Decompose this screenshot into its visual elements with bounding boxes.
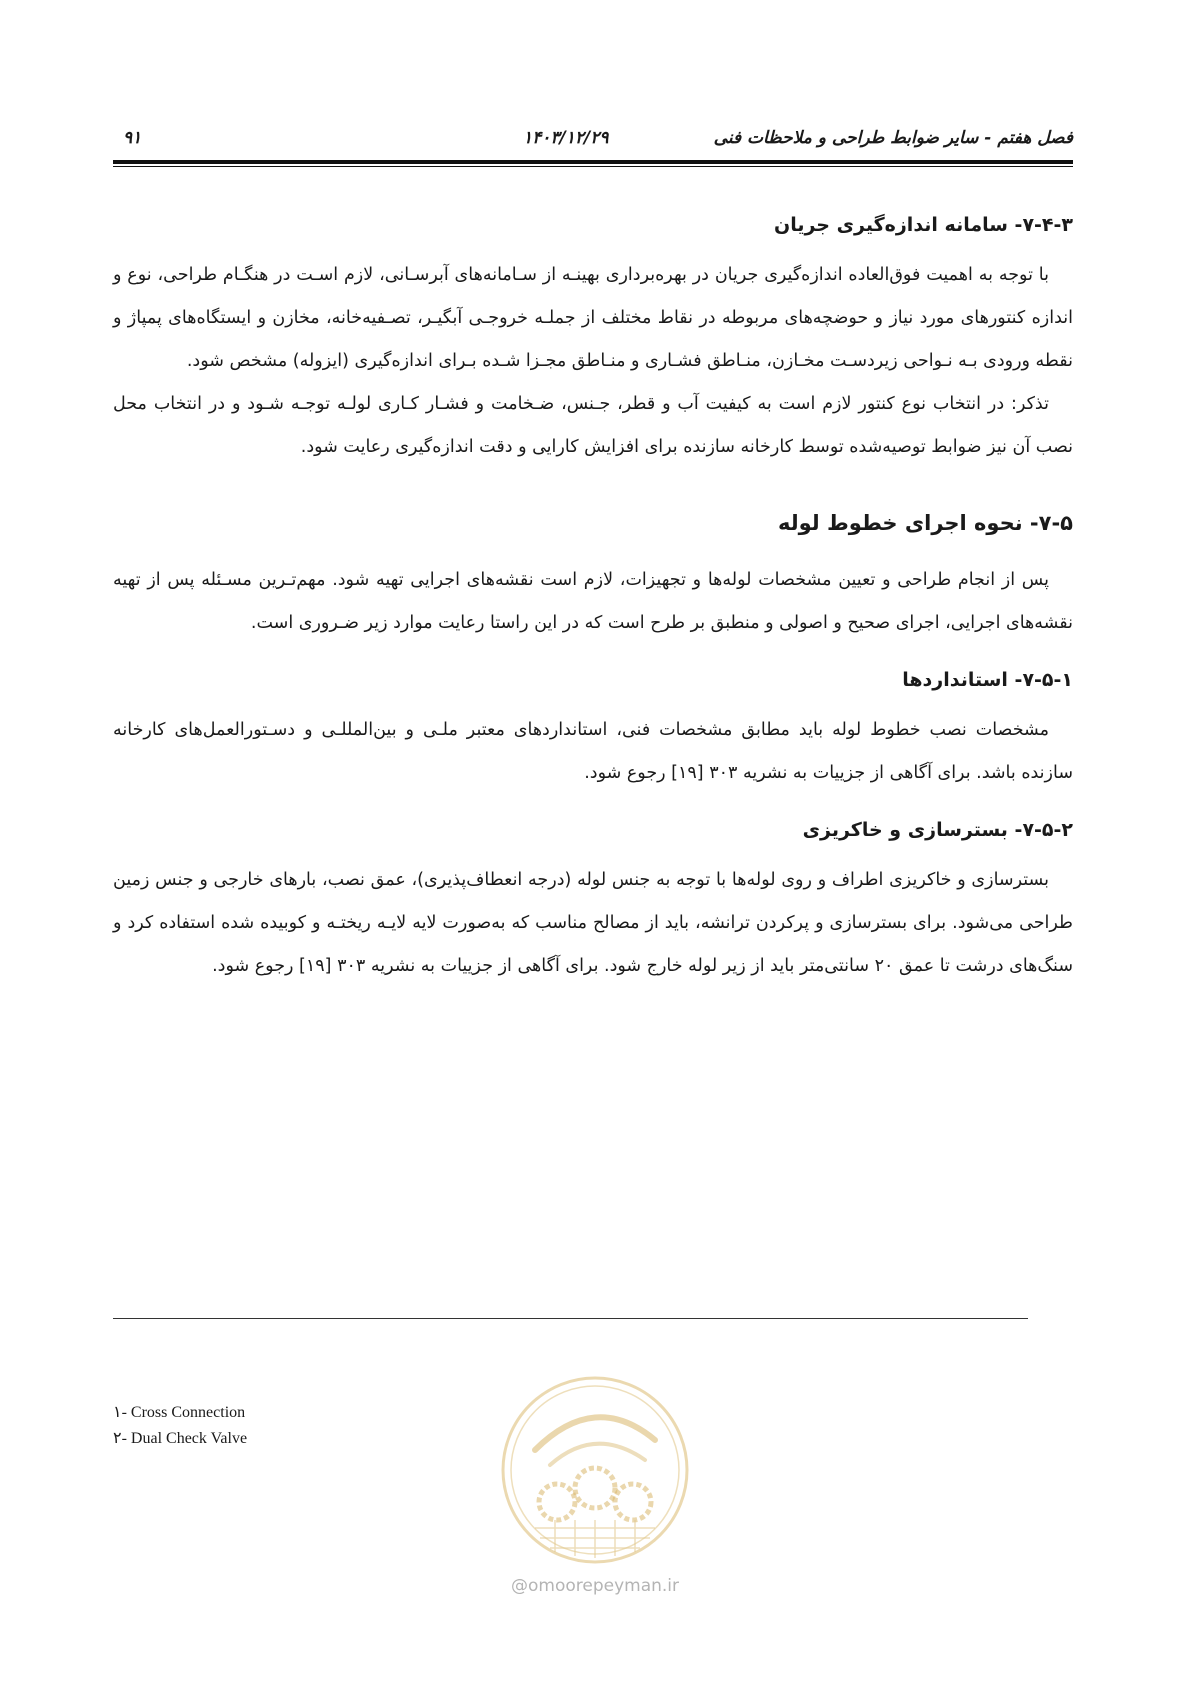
footnote-1: ۱- Cross Connection (113, 1404, 246, 1421)
footnote-rule (113, 1318, 1028, 1319)
header-rule-thick (113, 160, 1073, 164)
paragraph: پس از انجام طراحی و تعیین مشخصات لوله‌ها و تجهیزات، لازم است نقشه‌های اجرایی تهیه شود. مهم‌تـرین مسـئله پس از تهیه نقشه‌های اجرایی، اجرای صحیح و اصولی و منطبق بر طرح است که در این راستا رعایت موارد زیر ضـروری است. (113, 570, 1073, 633)
page-number: ۹۱ (123, 128, 142, 148)
page-body (113, 210, 1073, 988)
chapter-title: فصل هفتم - سایر ضوابط طراحی و ملاحظات فنی (713, 128, 1073, 148)
footnote-2: ۲- Dual Check Valve (113, 1430, 248, 1447)
footnotes (113, 1400, 413, 1452)
watermark-logo (495, 1370, 695, 1570)
header-rule-thin (113, 166, 1073, 167)
note-paragraph: تذکر: در انتخاب نوع کنتور لازم است به کیفیت آب و قطر، جـنس، ضـخامت و فشـار کـاری لولـه توجـه شـود و در انتخاب محل نصب آن نیز ضوابط توصیه‌شده توسط کارخانه سازنده برای افزایش کارایی و دقت اندازه‌گیری رعایت شود. (113, 394, 1073, 457)
section-heading-7-4-3: ۷-۴-۳- سامانه اندازه‌گیری جریان (774, 214, 1073, 236)
section-heading-7-5-1: ۷-۵-۱- استانداردها (902, 669, 1073, 691)
section-heading-7-5: ۷-۵- نحوه اجرای خطوط لوله (778, 511, 1073, 535)
paragraph: مشخصات نصب خطوط لوله باید مطابق مشخصات فنی، استانداردهای معتبر ملـی و بین‌المللـی و دسـتورالعمل‌های کارخانه سازنده باشد. برای آگاهی از جزییات به نشریه ۳۰۳ [۱۹] رجوع شود. (113, 720, 1073, 783)
paragraph: بسترسازی و خاکریزی اطراف و روی لوله‌ها با توجه به جنس لوله (درجه انعطاف‌پذیری)، عمق نصب، بارهای خارجی و جنس زمین طراحی می‌شود. برای بسترسازی و پرکردن ترانشه، باید از مصالح مناسب که به‌صورت لایه لایـه ریختـه و کوبیده شده استفاده کرد و سنگ‌های درشت تا عمق ۲۰ سانتی‌متر باید از زیر لوله خارج شود. برای آگاهی از جزییات به نشریه ۳۰۳ [۱۹] رجوع شود. (113, 870, 1073, 976)
paragraph: با توجه به اهمیت فوق‌العاده اندازه‌گیری جریان در بهره‌برداری بهینـه از سـامانه‌های آبرسـانی، لازم اسـت در هنگـام طراحی، نوع و اندازه کنتورهای مورد نیاز و حوضچه‌های مربوطه در نقاط مختلف از جملـه خروجـی آبگیـر، تصـفیه‌خانه، مخازن و ایستگاه‌های پمپاژ و نقطه ورودی بـه نـواحی زیردسـت مخـازن، منـاطق فشـاری و منـاطق مجـزا شـده بـرای اندازه‌گیری (ایزوله) مشخص شود. (113, 265, 1073, 371)
section-heading-7-5-2: ۷-۵-۲- بسترسازی و خاکریزی (802, 819, 1073, 841)
watermark-url: @omoorepeyman.ir (510, 1576, 680, 1596)
header-date: ۱۴۰۳/۱۲/۲۹ (523, 128, 609, 148)
page-header (113, 128, 1073, 154)
